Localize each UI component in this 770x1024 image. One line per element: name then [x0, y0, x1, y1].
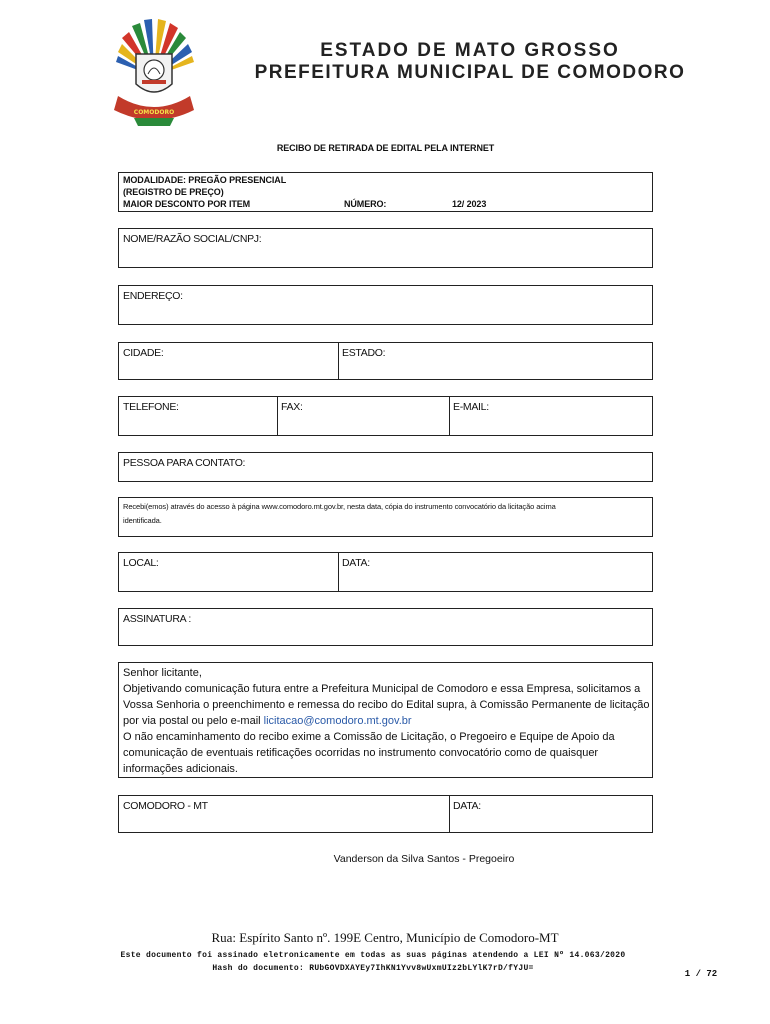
cidade-label: CIDADE: [123, 347, 164, 359]
numero-label: NÚMERO: [344, 199, 387, 209]
letter-paragraph2-line2: comunicação de eventuais retificações ocorridas no instrumento convocatório como de quaisquer [123, 747, 599, 759]
city-date-divider [449, 796, 450, 832]
email-label: E-MAIL: [453, 401, 489, 413]
municipal-crest-image [112, 18, 196, 134]
letter-paragraph2-line1: O não encaminhamento do recibo exime a Comissão de Licitação, o Pregoeiro e Equipe de Apoio da [123, 731, 615, 743]
telefone-label: TELEFONE: [123, 401, 179, 413]
crest-ribbon-text: COMODORO [133, 109, 175, 116]
letter-paragraph1-line3 [123, 713, 412, 729]
endereco-label: ENDEREÇO: [123, 290, 183, 302]
local-label: LOCAL: [123, 557, 159, 569]
endereco-field-box[interactable] [118, 285, 653, 325]
cidade-estado-box [118, 342, 653, 380]
receipt-statement-line2: identificada. [123, 516, 162, 525]
telefone-divider [277, 397, 278, 435]
letter-box [118, 662, 653, 778]
letter-greeting: Senhor licitante, [123, 667, 202, 679]
receipt-statement-box [118, 497, 653, 537]
contato-label: PESSOA PARA CONTATO: [123, 457, 246, 469]
letter-paragraph2-line3: informações adicionais. [123, 763, 238, 775]
registro-preco-line: (REGISTRO DE PREÇO) [123, 187, 224, 197]
estado-label: ESTADO: [342, 347, 386, 359]
nome-label: NOME/RAZÃO SOCIAL/CNPJ: [123, 233, 262, 245]
criterio-line: MAIOR DESCONTO POR ITEM [123, 199, 251, 209]
fax-divider [449, 397, 450, 435]
numero-value: 12/ 2023 [452, 199, 487, 209]
licitacao-email-link[interactable]: licitacao@comodoro.mt.gov.br [263, 715, 412, 727]
modalidade-box [118, 172, 653, 212]
document-title: RECIBO DE RETIRADA DE EDITAL PELA INTERNET [276, 143, 495, 153]
assinatura-label: ASSINATURA : [123, 613, 191, 625]
contact-numbers-box [118, 396, 653, 436]
header-state-title: ESTADO DE MATO GROSSO [320, 40, 620, 61]
electronic-signature-notice: Este documento foi assinado eletronicamente em todas as suas páginas atendendo a LEI Nº 14.063/2020 [120, 951, 626, 960]
city-date-box [118, 795, 653, 833]
data-label: DATA: [342, 557, 370, 569]
letter-email-prefix: por via postal ou pelo e-mail [123, 715, 264, 727]
document-hash: Hash do documento: RUbGOVDXAYEy7IhKN1Yvv8wUxmUIz2bLYlK7rD/fYJU= [212, 964, 534, 973]
contato-field-box[interactable] [118, 452, 653, 482]
cidade-divider [338, 343, 339, 379]
pregoeiro-signature-name: Vanderson da Silva Santos - Pregoeiro [333, 853, 515, 865]
crest-ribbon [114, 96, 194, 120]
page-number: 1 / 72 [684, 969, 718, 979]
city-label: COMODORO - MT [123, 800, 208, 812]
modalidade-line: MODALIDADE: PREGÃO PRESENCIAL [123, 175, 287, 185]
letter-paragraph1-line2: Vossa Senhoria o preenchimento e remessa do recibo do Edital supra, à Comissão Permanente de licitação [123, 699, 650, 711]
nome-field-box[interactable] [118, 228, 653, 268]
header-municipality-title: PREFEITURA MUNICIPAL DE COMODORO [254, 62, 686, 83]
assinatura-field-box[interactable] [118, 608, 653, 646]
fax-label: FAX: [281, 401, 303, 413]
local-divider [338, 553, 339, 591]
local-data-box [118, 552, 653, 592]
municipality-address: Rua: Espírito Santo nº. 199E Centro, Município de Comodoro-MT [211, 930, 559, 945]
letter-paragraph1-line1: Objetivando comunicação futura entre a Prefeitura Municipal de Comodoro e essa Empresa, solicitamos a [123, 683, 641, 695]
city-date-label: DATA: [453, 800, 481, 812]
receipt-statement-line1: Recebi(emos) através do acesso à página www.comodoro.mt.gov.br, nesta data, cópia do instrumento convocatório da licitação acima [123, 502, 556, 511]
